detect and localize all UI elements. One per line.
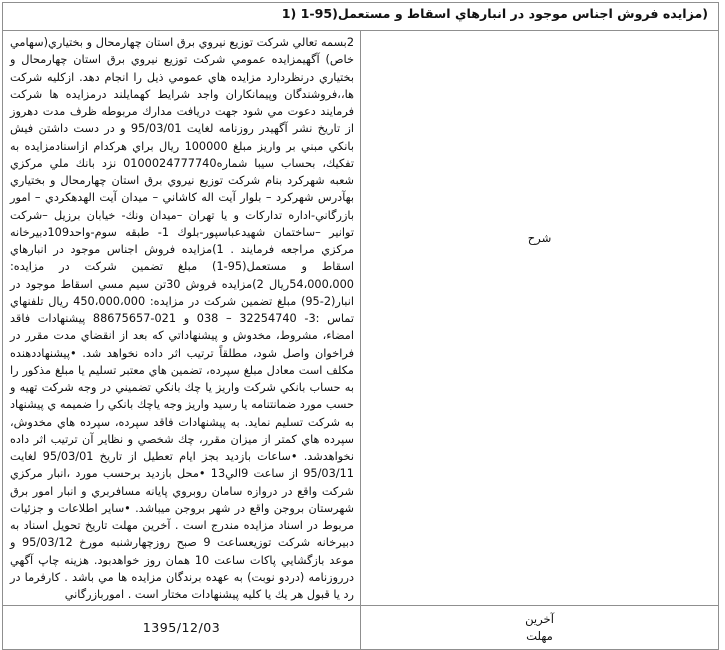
title-row (3, 3, 719, 31)
description-row (3, 31, 719, 606)
notice-title: (مزایده فروش اجناس موجود در انبارهاي اسقاط و مستعمل(95-1 (1 (3, 3, 719, 31)
deadline-label (361, 606, 719, 650)
description-label: شرح (361, 31, 719, 606)
description-body: 2بسمه تعالي شركت توزيع نيروي برق استان چهارمحال و بختياري(سهامي خاص) آگهيمزايده عمومي شركت توزيع نيروي برق استان چهارمحال و بختياري درنظردارد مزايده هاي عمومي ذيل را انجام دهد. ازكليه شركت ها،،فروشندگان وپيمانكاران واجد شرايط كهمايلند درمزايده ها شركت فرمايند دعوت مي شود جهت دريافت مدارك مربوطه ظرف مدت دهروز از تاريخ نشر آگهيدر روزنامه لغايت 95/03/01 و در دست داشتن فيش بانكي مبني بر واريز مبلغ 100000 ريال براي هركدام ازاسنادمزايده به تفكيك، بحساب سيبا شماره0100024777740 نزد بانك ملي مركزي شعبه شهركرد بنام شركت توزيع نيروي برق استان چهارمحال و بختياري بهآدرس شهركرد – بلوار آيت اله كاشاني – ميدان آيت الهدهكردي – امور بازرگاني-اداره تداركات و يا تهران –ميدان ونك- خيابان برزيل –شركت توانير –ساختمان شهيدعباسپور-بلوك 1- طبقه سوم-واحد109دبيرخانه مركزي مراجعه فرمايند . 1)مزايده فروش اجناس موجود در انبارهاي اسقاط و مستعمل(95-1) مبلغ تضمين شركت در مزايده: 54،000،000ريال 2)مزايده فروش 30تن سيم مسي اسقاط موجود در انبار(2-95) مبلغ تضمين شركت در مزايده: 450،000،000 ريال تلفنهاي تماس :3- 32254740 – 038 و 021-88675657 پيشنهادات فاقد امضاء، مشروط، مخدوش و پيشنهاداتي كه بعد از انقضاي مدت مقرر در فراخوان واصل شود، مطلقاً ترتيب اثر داده نخواهد شد. •پيشنهاددهنده مكلف است معادل مبلغ سپرده، تضمين هاي معتبر تسليم يا مبلغ مذكور را به حساب بانكي شركت واريز يا چك بانكي تضميني در وجه شركت تهيه و حسب مورد ضمانتنامه يا رسيد واريز وجه ياچك بانكي را ضميمه ي پيشنهاد به شركت تسليم نمايد. به پيشنهادات فاقد سپرده، سپرده هاي مخدوش، سپرده هاي كمتر از ميزان مقرر، چك شخصي و نظاير آن ترتيب اثر داده نخواهدشد. •ساعات بازديد بجز ايام تعطيل از تاريخ 95/03/01 لغايت 95/03/11 از ساعت 9الي13 •محل بازديد برحسب مورد ،انبار مركزي شركت واقع در دروازه سامان روبروي پايانه مسافربري و انبار امور برق شهرستان بروجن واقع در شهر بروجن ميباشد. •ساير اطلاعات و جزئيات مربوط در اسناد مزايده مندرج است . آخرين مهلت تاريخ تحويل اسناد به دبيرخانه شركت توزيعساعت 9 صبح روزچهارشنبه مورخ 95/03/12 و موعد بازگشايي پاكات ساعت 10 همان روز خواهدبود. هزينه چاپ آگهي درروزنامه (دردو نوبت) به عهده برندگان مزايده ها مي باشد . كارفرما در رد يا قبول هر يك يا كليه پيشنهادات مختار است . اموربازرگاني (3, 31, 361, 606)
deadline-label-line-2: مهلت (526, 628, 553, 643)
deadline-label-line-1: آخرين (525, 611, 554, 626)
deadline-row (3, 606, 719, 650)
tender-notice-table (2, 2, 719, 650)
deadline-value: 1395/12/03 (3, 606, 361, 650)
